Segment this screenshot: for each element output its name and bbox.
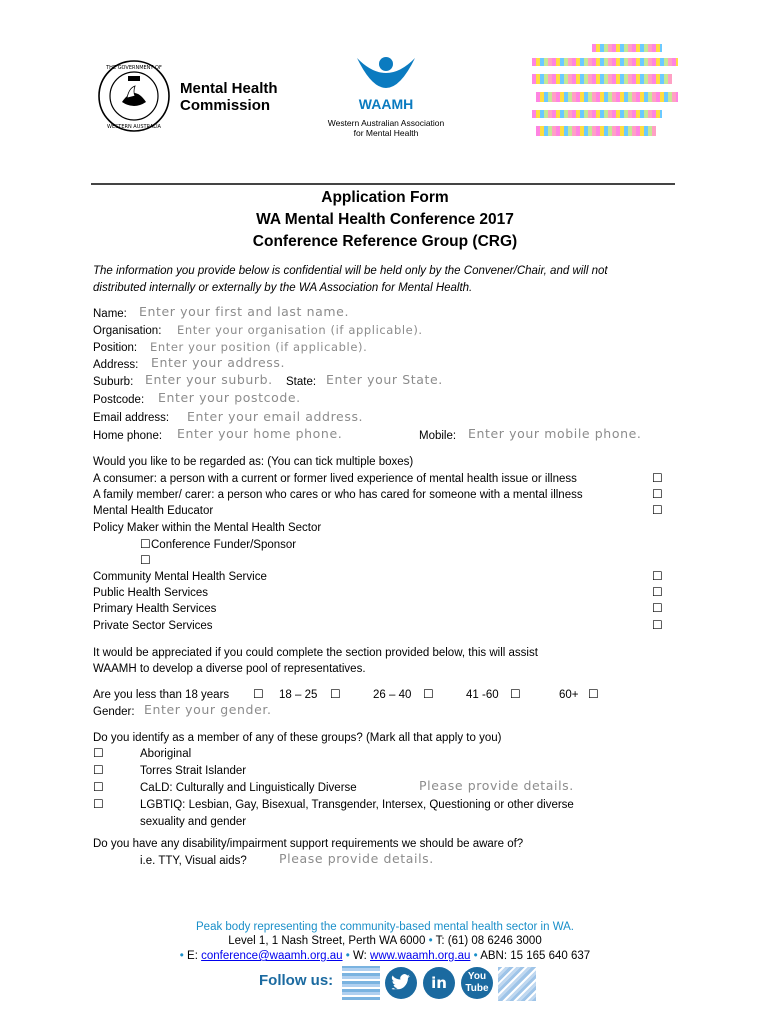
role-carer-label: A family member/ carer: a person who cares or who has cared for someone with a mental illness (93, 489, 583, 501)
state-label: State: (286, 376, 317, 388)
footer-contact-line2 (0, 949, 770, 964)
group-cald-label: CaLD: Culturally and Linguistically Diverse (140, 782, 357, 794)
group-torres-label: Torres Strait Islander (140, 765, 247, 777)
footer-contact-line1 (0, 934, 770, 949)
age-60-plus-label: 60+ (559, 689, 579, 701)
follow-us-label: Follow us: (259, 972, 334, 989)
partner-logo-image (532, 44, 678, 142)
role-consumer-label: A consumer: a person with a current or former lived experience of mental health issue or illness (93, 473, 577, 485)
role-private-checkbox[interactable]: ☐ (652, 618, 663, 632)
footer-abn: ABN: 15 165 640 637 (480, 950, 591, 962)
age-41-60-label: 41 -60 (466, 689, 499, 701)
mobile-field[interactable]: Enter your mobile phone. (468, 426, 642, 441)
waamh-full-line1: Western Australian Association (327, 118, 445, 128)
group-lgbtiq-label-line1: LGBTIQ: Lesbian, Gay, Bisexual, Transgender, Intersex, Questioning or other diverse (140, 799, 574, 811)
postcode-field[interactable]: Enter your postcode. (158, 390, 301, 405)
cald-details-field[interactable]: Please provide details. (419, 778, 574, 793)
waamh-full-line2: for Mental Health (353, 128, 419, 138)
group-lgbtiq-checkbox[interactable]: ☐ (93, 797, 104, 811)
mhc-logo (94, 58, 284, 134)
group-cald-checkbox[interactable]: ☐ (93, 780, 104, 794)
gender-label: Gender: (93, 706, 135, 718)
role-private-label: Private Sector Services (93, 620, 213, 632)
partner-logo-strip (536, 92, 678, 102)
group-lgbtiq-label-line2: sexuality and gender (140, 816, 247, 828)
age-under18-checkbox[interactable]: ☐ (253, 687, 264, 701)
role-community-checkbox[interactable]: ☐ (652, 569, 663, 583)
svg-text:WESTERN AUSTRALIA: WESTERN AUSTRALIA (107, 124, 161, 130)
organisation-label: Organisation: (93, 325, 162, 337)
footer-email-prefix: E: (187, 950, 198, 962)
suburb-field[interactable]: Enter your suburb. (145, 372, 273, 387)
role-primary-checkbox[interactable]: ☐ (652, 601, 663, 615)
footer-bullet: • (345, 950, 350, 962)
footer-phone: T: (61) 08 6246 3000 (435, 935, 542, 947)
conference-title: WA Mental Health Conference 2017 (256, 211, 514, 228)
age-26-40-checkbox[interactable]: ☐ (423, 687, 434, 701)
group-title: Conference Reference Group (CRG) (252, 233, 518, 250)
social-icon-image[interactable] (498, 967, 536, 1001)
role-policy-maker-checkbox[interactable]: ☐ (140, 553, 151, 567)
name-label: Name: (93, 308, 127, 320)
position-label: Position: (93, 342, 138, 354)
twitter-icon[interactable] (385, 967, 417, 999)
twitter-bird-icon (385, 967, 417, 999)
age-under18-label: Are you less than 18 years (93, 689, 230, 701)
wa-government-crest-icon (94, 58, 174, 134)
diversity-intro-line1: It would be appreciated if you could complete the section provided below, this will assist (93, 647, 538, 659)
organisation-field[interactable]: Enter your organisation (if applicable). (177, 323, 423, 337)
intro-line2: distributed internally or externally by the WA Association for Mental Health. (93, 282, 473, 294)
address-field[interactable]: Enter your address. (151, 355, 286, 370)
footer (0, 920, 770, 964)
group-aboriginal-label: Aboriginal (140, 748, 192, 760)
role-consumer-checkbox[interactable]: ☐ (652, 471, 663, 485)
linkedin-icon[interactable]: in (423, 967, 455, 999)
header-divider (91, 183, 675, 185)
footer-email-link[interactable]: conference@waamh.org.au (201, 950, 343, 962)
partner-logo-strip (536, 126, 656, 136)
waamh-name: WAAMH (358, 96, 414, 112)
role-policy-maker-label: Policy Maker within the Mental Health Sector (93, 522, 322, 534)
youtube-icon[interactable] (461, 967, 493, 999)
mobile-label: Mobile: (419, 430, 457, 442)
intro-line1: The information you provide below is confidential will be held only by the Convener/Chair, and will not (93, 265, 608, 277)
footer-web-prefix: W: (353, 950, 367, 962)
group-torres-checkbox[interactable]: ☐ (93, 763, 104, 777)
youtube-tube-text: Tube (465, 983, 489, 994)
group-aboriginal-checkbox[interactable]: ☐ (93, 746, 104, 760)
footer-bullet: • (179, 950, 184, 962)
role-community-label: Community Mental Health Service (93, 571, 267, 583)
waamh-emblem-icon (351, 52, 421, 96)
role-funder-checkbox[interactable]: ☐ (140, 537, 151, 551)
age-18-25-checkbox[interactable]: ☐ (330, 687, 341, 701)
partner-logo-strip (532, 74, 672, 84)
footer-web-link[interactable]: www.waamh.org.au (370, 950, 471, 962)
support-example: i.e. TTY, Visual aids? (140, 855, 247, 867)
role-public-label: Public Health Services (93, 587, 209, 599)
postcode-label: Postcode: (93, 394, 145, 406)
email-label: Email address: (93, 412, 170, 424)
youtube-you-text: You (467, 971, 487, 982)
diversity-intro-line2: WAAMH to develop a diverse pool of representatives. (93, 663, 366, 675)
roles-question: Would you like to be regarded as: (You can tick multiple boxes) (93, 456, 414, 468)
form-title: Application Form (321, 189, 449, 206)
role-public-checkbox[interactable]: ☐ (652, 585, 663, 599)
footer-tagline: Peak body representing the community-based mental health sector in WA. (196, 921, 574, 933)
gender-field[interactable]: Enter your gender. (144, 702, 272, 717)
mhc-name-line1: Mental Health (180, 80, 278, 97)
partner-logo-strip (592, 44, 662, 52)
role-funder-label: Conference Funder/Sponsor (151, 539, 297, 551)
position-field[interactable]: Enter your position (if applicable). (150, 340, 368, 354)
partner-logo-strip (532, 58, 678, 66)
footer-bullet: • (473, 950, 478, 962)
role-primary-label: Primary Health Services (93, 603, 217, 615)
home-phone-field[interactable]: Enter your home phone. (177, 426, 343, 441)
name-field[interactable]: Enter your first and last name. (139, 304, 350, 319)
groups-question: Do you identify as a member of any of these groups? (Mark all that apply to you) (93, 732, 502, 744)
role-carer-checkbox[interactable]: ☐ (652, 487, 663, 501)
partner-logo-strip (532, 110, 662, 118)
suburb-label: Suburb: (93, 376, 134, 388)
svg-text:THE GOVERNMENT OF: THE GOVERNMENT OF (106, 65, 162, 71)
mhc-name-line2: Commission (180, 97, 271, 114)
role-educator-label: Mental Health Educator (93, 505, 214, 517)
state-field[interactable]: Enter your State. (326, 372, 443, 387)
address-label: Address: (93, 359, 139, 371)
role-educator-checkbox[interactable]: ☐ (652, 503, 663, 517)
support-details-field[interactable]: Please provide details. (279, 851, 434, 866)
home-phone-label: Home phone: (93, 430, 163, 442)
footer-bullet: • (428, 935, 433, 947)
age-26-40-label: 26 – 40 (373, 689, 412, 701)
waamh-logo (316, 52, 456, 138)
support-question: Do you have any disability/impairment support requirements we should be aware of? (93, 838, 524, 850)
footer-address: Level 1, 1 Nash Street, Perth WA 6000 (228, 935, 426, 947)
age-41-60-checkbox[interactable]: ☐ (510, 687, 521, 701)
email-field[interactable]: Enter your email address. (187, 409, 364, 424)
age-60-plus-checkbox[interactable]: ☐ (588, 687, 599, 701)
age-18-25-label: 18 – 25 (279, 689, 318, 701)
social-icon-image[interactable] (342, 966, 380, 1000)
